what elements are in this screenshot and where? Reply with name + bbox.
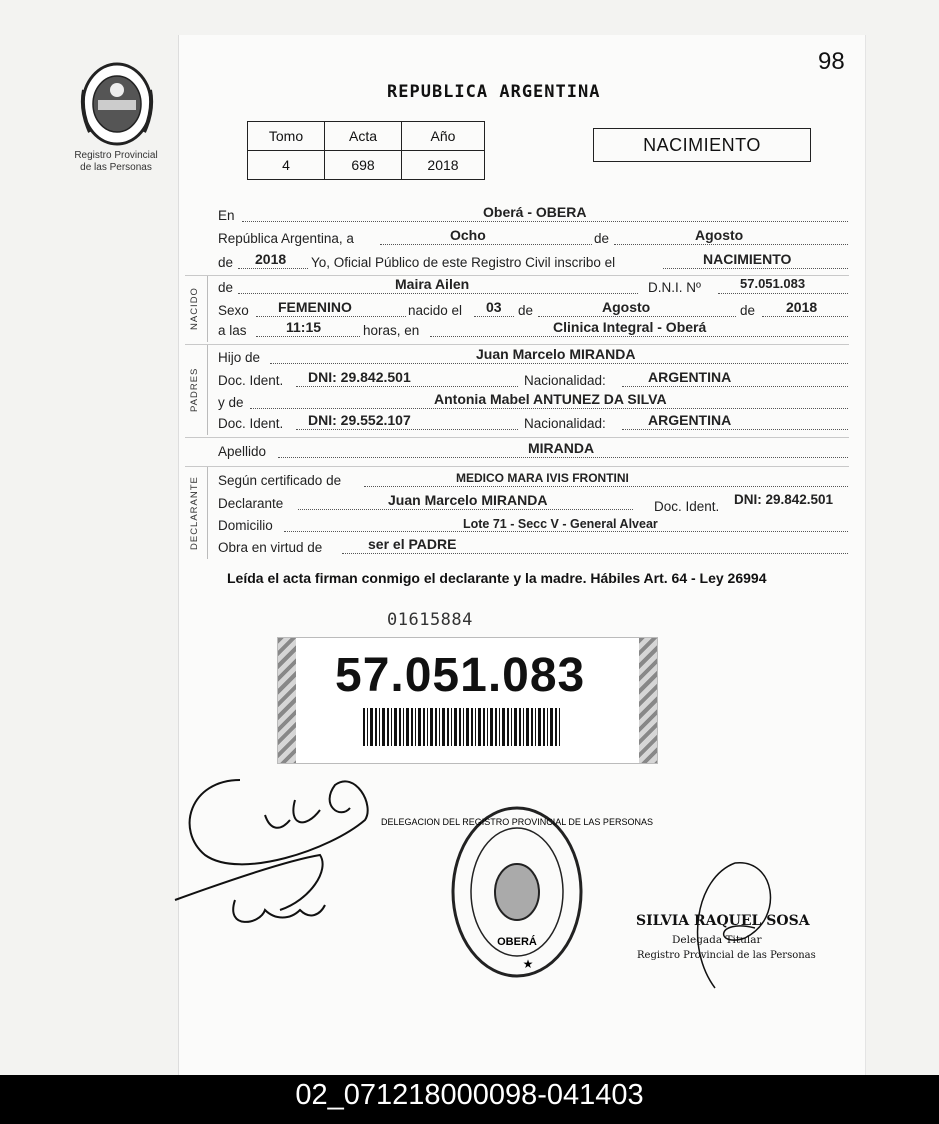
madre-nacionalidad: ARGENTINA [648,412,732,428]
nacido-section-label: NACIDO [189,287,200,331]
sexo-label: Sexo [218,303,249,318]
nombre-value: Maira Ailen [395,276,470,292]
row-inscribo [218,251,848,274]
row-certificado [218,472,848,492]
footer-code: 02_071218000098-041403 [0,1075,939,1124]
de-label: de [518,303,534,318]
tomo-header: Tomo [248,122,325,151]
registro-line-2: de las Personas [80,162,152,173]
anio-header: Año [402,122,485,151]
tomo-value: 4 [248,151,325,180]
nacionalidad-label: Nacionalidad: [524,416,606,431]
nacionalidad-label: Nacionalidad: [524,373,606,388]
nacido-dia: 03 [486,299,502,315]
sexo-value: FEMENINO [278,299,352,315]
segun-label: Según certificado de [218,473,342,488]
row-en [218,204,848,227]
day-value: Ocho [450,227,486,243]
section-divider [185,344,849,345]
nacido-anio: 2018 [786,299,818,315]
year-value: 2018 [255,251,287,267]
dni-value: 57.051.083 [740,276,806,291]
provincial-seal-icon [78,60,156,148]
madre-value: Antonia Mabel ANTUNEZ DA SILVA [434,391,667,407]
domicilio-value: Lote 71 - Secc V - General Alvear [463,517,658,531]
id-sticker [277,637,658,764]
nacido-mes: Agosto [602,299,651,315]
barcode-icon [363,708,561,746]
sticker-pattern-left [278,638,296,763]
en-value: Oberá - OBERA [483,204,587,220]
de-label: de [218,280,234,295]
apellido-label: Apellido [218,444,267,459]
row-fecha [218,227,848,250]
inscribo-value: NACIMIENTO [703,251,792,267]
delegacion-stamp [381,805,653,980]
dotted-line [380,230,592,245]
declarante-dni: DNI: 29.842.501 [734,492,834,507]
acta-value: 698 [325,151,402,180]
declarante-value: Juan Marcelo MIRANDA [388,492,548,508]
horas-label: horas, en [363,323,420,338]
row-declarante [218,492,848,515]
padre-dni: DNI: 29.842.501 [308,369,411,385]
lugar-value: Clinica Integral - Oberá [553,319,707,335]
record-type-box: NACIMIENTO [593,128,811,162]
registro-caption [66,150,166,174]
year-prefix: de [218,255,234,270]
obra-label: Obra en virtud de [218,540,323,555]
stamp-text-bottom: OBERÁ [497,936,537,948]
svg-text:★: ★ [522,957,534,971]
row-obra [218,536,848,559]
document-title: REPUBLICA ARGENTINA [387,82,601,102]
row-padre [218,346,848,369]
en-label: En [218,208,235,223]
stamp-text-top: DELEGACION DEL REGISTRO PROVINCIAL DE LAS PERSONAS [381,817,653,827]
section-divider [185,437,849,438]
domicilio-label: Domicilio [218,518,273,533]
padre-nacionalidad: ARGENTINA [648,369,732,385]
month-value: Agosto [695,227,744,243]
padres-section-label: PADRES [189,367,200,413]
doc-label: Doc. Ident. [218,416,284,431]
sticker-number: 57.051.083 [335,649,586,702]
hora-value: 11:15 [286,319,322,335]
declarante-signature [170,760,380,930]
row-domicilio [218,517,848,537]
sticker-pattern-right [639,638,657,763]
row-padre-doc [218,369,848,392]
registro-line-1: Registro Provincial [74,150,158,161]
de-label: de [594,231,610,246]
padre-value: Juan Marcelo MIRANDA [476,346,636,362]
row-madre-doc [218,412,848,435]
serial-number: 01615884 [387,610,473,630]
section-divider [185,466,849,467]
acta-header: Acta [325,122,402,151]
anio-value: 2018 [402,151,485,180]
obra-value: ser el PADRE [368,536,457,552]
official-name: SILVIA RAQUEL SOSA [636,913,810,929]
apellido-value: MIRANDA [528,440,595,456]
declarante-label: Declarante [218,496,284,511]
tomo-acta-table [247,121,485,180]
republica-label: República Argentina, a [218,231,354,246]
hijo-label: Hijo de [218,350,261,365]
declarante-section-label: DECLARANTE [189,476,200,550]
dni-label: D.N.I. Nº [648,280,701,295]
row-hora [218,319,848,342]
closing-text: Leída el acta firman conmigo el declarante y la madre. Hábiles Art. 64 - Ley 26994 [227,570,767,586]
row-madre [218,391,848,414]
row-apellido [218,440,848,463]
page-number: 98 [818,48,845,75]
row-nombre [218,276,848,299]
nacido-el-label: nacido el [408,303,463,318]
official-org: Registro Provincial de las Personas [637,950,816,961]
official-role: Delegada Titular [672,934,762,946]
yde-label: y de [218,395,244,410]
oficial-text: Yo, Oficial Público de este Registro Civil inscribo el [311,255,616,270]
certificado-value: MEDICO MARA IVIS FRONTINI [456,471,629,485]
madre-dni: DNI: 29.552.107 [308,412,411,428]
de-label: de [740,303,756,318]
doc-label: Doc. Ident. [654,499,720,514]
doc-label: Doc. Ident. [218,373,284,388]
a-las-label: a las [218,323,247,338]
